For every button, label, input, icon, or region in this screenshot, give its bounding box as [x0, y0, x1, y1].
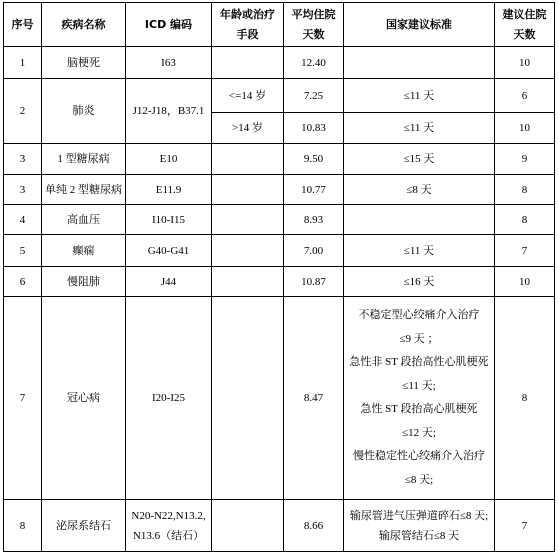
table-row [4, 500, 555, 552]
cell-age [212, 297, 284, 500]
cell-recommended: 8 [495, 175, 555, 205]
cell-no: 3 [4, 144, 42, 175]
cell-age [212, 144, 284, 175]
cell-no: 8 [4, 500, 42, 552]
cell-disease: 1 型糖尿病 [42, 144, 126, 175]
table-row [4, 144, 555, 175]
cell-no: 1 [4, 47, 42, 79]
cell-standard: 不稳定型心绞痛介入治疗 ≤9 天 ； 急性非 ST 段抬高性心肌梗死 ≤11 天; 急性 ST 段抬高心肌梗死 ≤12 天; 慢性稳定性心绞痛介入治疗 ≤8 天; [344, 297, 495, 500]
header-icd: ICD 编码 [126, 3, 212, 47]
header-recommended-days: 建议住院 天数 [495, 3, 555, 47]
cell-disease: 癫痫 [42, 235, 126, 267]
cell-avg: 8.93 [284, 205, 344, 235]
hospital-stay-table [3, 2, 555, 552]
table-row [4, 47, 555, 79]
cell-standard: ≤11 天 [344, 79, 495, 113]
cell-avg: 7.25 [284, 79, 344, 113]
cell-recommended: 7 [495, 235, 555, 267]
cell-avg: 7.00 [284, 235, 344, 267]
cell-avg: 10.87 [284, 267, 344, 297]
cell-standard: ≤8 天 [344, 175, 495, 205]
cell-disease: 高血压 [42, 205, 126, 235]
cell-recommended: 10 [495, 47, 555, 79]
cell-no: 4 [4, 205, 42, 235]
cell-recommended: 10 [495, 267, 555, 297]
cell-disease: 单纯 2 型糖尿病 [42, 175, 126, 205]
cell-disease: 泌尿系结石 [42, 500, 126, 552]
cell-icd: N20-N22,N13.2, N13.6（结石） [126, 500, 212, 552]
cell-icd: I63 [126, 47, 212, 79]
cell-recommended: 8 [495, 205, 555, 235]
header-avg-days: 平均住院 天数 [284, 3, 344, 47]
cell-recommended: 9 [495, 144, 555, 175]
cell-icd: J44 [126, 267, 212, 297]
cell-disease: 冠心病 [42, 297, 126, 500]
cell-age: <=14 岁 [212, 79, 284, 113]
cell-standard [344, 47, 495, 79]
cell-avg: 10.83 [284, 113, 344, 144]
table-row [4, 267, 555, 297]
cell-standard [344, 205, 495, 235]
cell-avg: 10.77 [284, 175, 344, 205]
cell-age: >14 岁 [212, 113, 284, 144]
cell-disease: 肺炎 [42, 79, 126, 144]
cell-icd: E11.9 [126, 175, 212, 205]
cell-recommended: 10 [495, 113, 555, 144]
cell-no: 5 [4, 235, 42, 267]
header-row [4, 3, 555, 47]
cell-age [212, 205, 284, 235]
cell-disease: 脑梗死 [42, 47, 126, 79]
cell-icd: E10 [126, 144, 212, 175]
cell-avg: 9.50 [284, 144, 344, 175]
cell-icd: J12-J18，B37.1 [126, 79, 212, 144]
cell-no: 6 [4, 267, 42, 297]
table-row [4, 297, 555, 500]
cell-recommended: 7 [495, 500, 555, 552]
cell-recommended: 6 [495, 79, 555, 113]
cell-recommended: 8 [495, 297, 555, 500]
table-row [4, 235, 555, 267]
cell-no: 2 [4, 79, 42, 144]
cell-age [212, 235, 284, 267]
cell-avg: 8.66 [284, 500, 344, 552]
cell-no: 7 [4, 297, 42, 500]
cell-icd: I20-I25 [126, 297, 212, 500]
cell-age [212, 267, 284, 297]
cell-age [212, 500, 284, 552]
cell-standard: ≤16 天 [344, 267, 495, 297]
cell-icd: I10-I15 [126, 205, 212, 235]
header-disease: 疾病名称 [42, 3, 126, 47]
table-row [4, 175, 555, 205]
cell-standard: ≤11 天 [344, 113, 495, 144]
cell-avg: 8.47 [284, 297, 344, 500]
cell-age [212, 175, 284, 205]
cell-no: 3 [4, 175, 42, 205]
cell-age [212, 47, 284, 79]
cell-standard: 输尿管进气压弹道碎石≤8 天; 输尿管结石≤8 天 [344, 500, 495, 552]
header-no: 序号 [4, 3, 42, 47]
header-standard: 国家建议标准 [344, 3, 495, 47]
cell-avg: 12.40 [284, 47, 344, 79]
table-row [4, 79, 555, 113]
cell-icd: G40-G41 [126, 235, 212, 267]
cell-standard: ≤15 天 [344, 144, 495, 175]
cell-disease: 慢阻肺 [42, 267, 126, 297]
header-age: 年龄或治疗 手段 [212, 3, 284, 47]
cell-standard: ≤11 天 [344, 235, 495, 267]
table-row [4, 205, 555, 235]
